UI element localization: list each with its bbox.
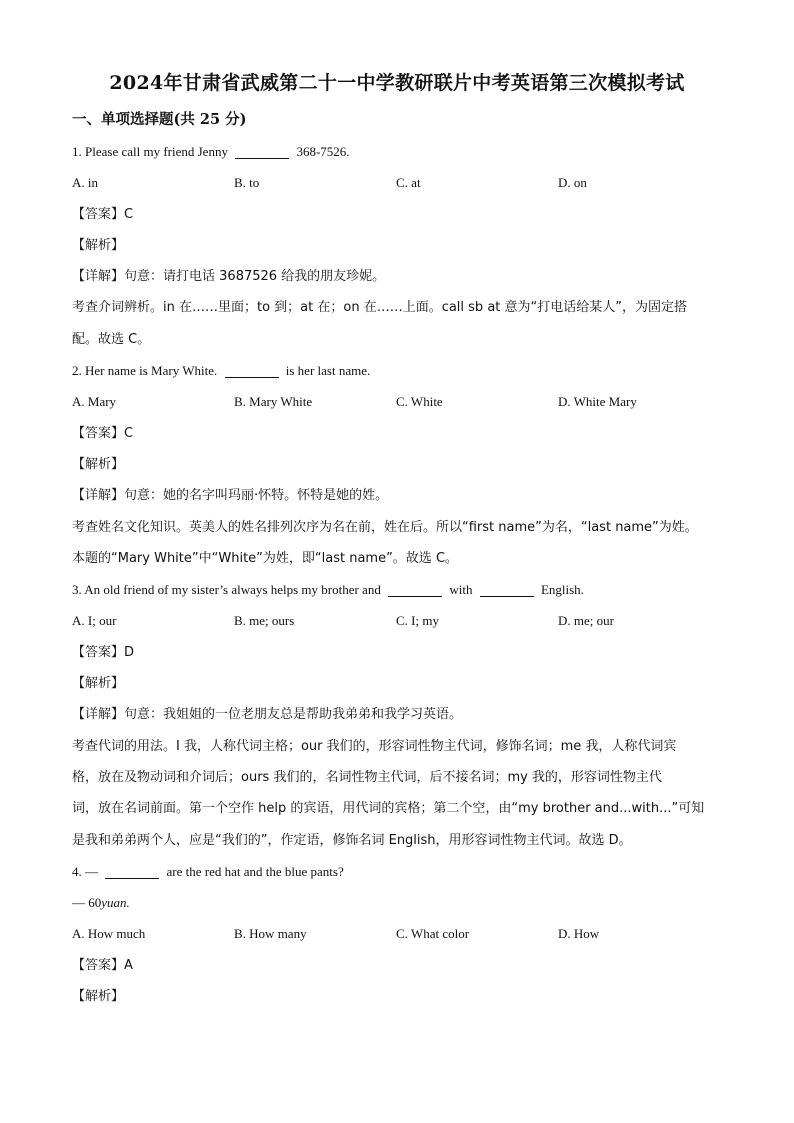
answer-value: A — [124, 957, 133, 973]
reply-amount: — 60 — [72, 895, 102, 911]
answer-label: 【答案】 — [72, 644, 125, 660]
question-2-analysis-line-1: 考查姓名文化知识。英美人的姓名排列次序为名在前，姓在后。所以“first name”为名，“last name”为姓。 — [72, 519, 698, 535]
question-3-text-mid: with — [449, 582, 473, 598]
option-b: B. Mary White — [234, 394, 313, 410]
option-c: C. at — [396, 175, 421, 191]
option-c: C. I; my — [396, 613, 439, 629]
question-3-answer — [72, 637, 722, 668]
question-2-text: 2. Her name is Mary White. — [72, 363, 218, 379]
question-1-text: 1. Please call my friend Jenny — [72, 144, 228, 159]
question-2-detail — [72, 480, 722, 511]
question-3-analysis-line-2: 格，放在及物动词和介词后；ours 我们的，名词性物主代词，后不接名词；my 我的，形容词性物主代 — [72, 769, 662, 785]
reply-unit: yuan. — [101, 895, 130, 911]
question-2-answer — [72, 418, 722, 449]
question-4-text: are the red hat and the blue pants? — [166, 863, 344, 879]
question-3-analysis-line-4: 是我和弟弟两个人，应是“我们的”，作定语，修饰名词 English，用形容词性物主代词。故选 D。 — [72, 832, 632, 848]
detail-label: 【详解】 — [72, 707, 125, 723]
option-a: A. I; our — [72, 613, 117, 629]
question-1-stem — [72, 136, 722, 167]
answer-blank — [235, 144, 289, 159]
option-c: C. White — [396, 394, 443, 410]
question-4-answer — [72, 950, 722, 981]
answer-blank — [388, 582, 442, 597]
question-3-text: 3. An old friend of my sister’s always helps my brother and — [72, 582, 381, 598]
analysis-label: 【解析】 — [72, 456, 125, 472]
question-3-text-end: English. — [540, 582, 584, 598]
option-b: B. me; ours — [234, 613, 295, 629]
option-d: D. me; our — [558, 613, 614, 629]
detail-text: 句意：请打电话 3687526 给我的朋友珍妮。 — [124, 269, 386, 285]
question-4-dash: 4. — — [72, 863, 98, 879]
option-b: B. to — [234, 175, 260, 191]
question-3-stem — [72, 574, 722, 605]
option-d: D. How — [558, 926, 600, 942]
answer-blank — [480, 582, 534, 597]
question-3-detail — [72, 699, 722, 730]
option-c: C. What color — [396, 926, 470, 942]
question-2-stem — [72, 355, 722, 386]
option-b: B. How many — [234, 926, 307, 942]
question-2-options — [72, 386, 722, 417]
answer-value: C — [124, 206, 134, 222]
section-heading: 一、单项选择题(共 25 分) — [72, 111, 247, 128]
detail-label: 【详解】 — [72, 269, 125, 285]
question-1-answer — [72, 199, 722, 230]
question-1-text-end: 368-7526. — [296, 144, 350, 159]
question-3-analysis-line-1: 考查代词的用法。I 我，人称代词主格；our 我们的，形容词性物主代词，修饰名词；me 我，人称代词宾 — [72, 738, 677, 754]
answer-label: 【答案】 — [72, 425, 125, 441]
question-3-analysis-line-3: 词，放在名词前面。第一个空作 help 的宾语，用代词的宾格；第二个空，由“my brother and...with...”可知 — [72, 801, 705, 817]
question-1-options — [72, 167, 722, 198]
option-d: D. on — [558, 175, 587, 191]
question-2-analysis-line-2: 本题的“Mary White”中“White”为姓，即“last name”。故选 C。 — [72, 550, 459, 566]
answer-blank — [105, 864, 159, 879]
question-4-reply — [72, 887, 722, 918]
question-2-text-end: is her last name. — [285, 363, 371, 379]
option-a: A. How much — [72, 926, 146, 942]
detail-text: 句意：她的名字叫玛丽·怀特。怀特是她的姓。 — [124, 488, 389, 504]
answer-value: C — [124, 425, 134, 441]
question-4-options — [72, 918, 722, 949]
detail-text: 句意：我姐姐的一位老朋友总是帮助我弟弟和我学习英语。 — [124, 707, 463, 723]
analysis-label: 【解析】 — [72, 676, 125, 692]
option-a: A. in — [72, 175, 98, 191]
question-1-detail — [72, 261, 722, 292]
analysis-label: 【解析】 — [72, 989, 125, 1005]
answer-value: D — [124, 644, 135, 660]
question-3-options — [72, 605, 722, 636]
question-list — [72, 136, 722, 1012]
detail-label: 【详解】 — [72, 488, 125, 504]
question-4-stem — [72, 856, 722, 887]
option-d: D. White Mary — [558, 394, 637, 410]
answer-label: 【答案】 — [72, 206, 125, 222]
analysis-label: 【解析】 — [72, 237, 125, 253]
question-1-analysis-line-2: 配。故选 C。 — [72, 331, 151, 347]
question-1-analysis-line-1: 考查介词辨析。in 在……里面；to 到；at 在；on 在……上面。call sb at 意为“打电话给某人”，为固定搭 — [72, 300, 687, 316]
option-a: A. Mary — [72, 394, 117, 410]
exam-title: 2024年甘肃省武威第二十一中学教研联片中考英语第三次模拟考试 — [109, 72, 685, 94]
answer-label: 【答案】 — [72, 957, 125, 973]
answer-blank — [225, 363, 279, 378]
